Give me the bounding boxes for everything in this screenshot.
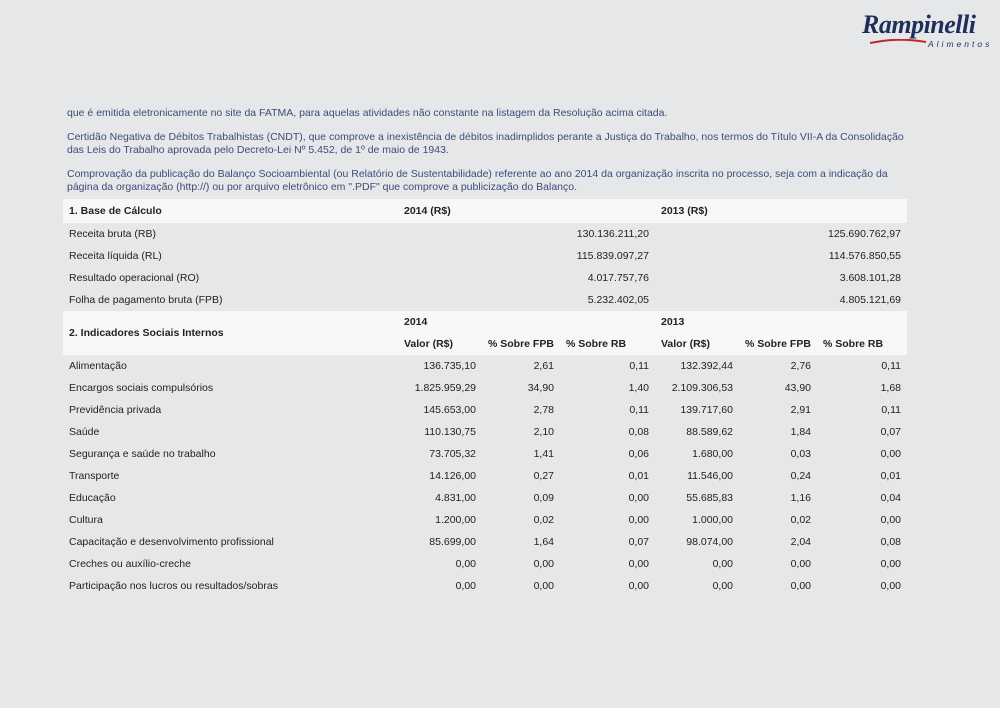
table-row xyxy=(63,267,907,289)
valor-2013: 98.074,00 xyxy=(686,536,733,548)
logo-subtitle: Alimentos xyxy=(928,39,993,49)
valor-2014: 145.653,00 xyxy=(423,404,476,416)
rb-2014: 0,06 xyxy=(628,448,649,460)
valor-2013: 1.000,00 xyxy=(692,514,733,526)
valor-2013: 0,00 xyxy=(712,558,733,570)
fpb-2014: 1,41 xyxy=(533,448,554,460)
indicators-body xyxy=(63,355,907,597)
valor-2013: 55.685,83 xyxy=(686,492,733,504)
logo-wordmark: Rampinelli xyxy=(862,10,976,39)
valor-2013: 88.589,62 xyxy=(686,426,733,438)
value-2013: 4.805.121,69 xyxy=(839,294,901,306)
indicators-year-2014: 2014 xyxy=(398,311,655,333)
table-row xyxy=(63,487,907,509)
table-row xyxy=(63,465,907,487)
table-row xyxy=(63,223,907,245)
row-label: Educação xyxy=(69,492,116,504)
rb-2014: 0,11 xyxy=(629,404,649,416)
rb-2013: 0,01 xyxy=(880,470,901,482)
value-2013: 125.690.762,97 xyxy=(828,228,901,240)
rb-2014: 0,00 xyxy=(628,514,649,526)
col-fpb-2014: % Sobre FPB xyxy=(482,333,560,355)
table-row xyxy=(63,355,907,377)
table-row xyxy=(63,575,907,597)
fpb-2013: 1,16 xyxy=(790,492,811,504)
valor-2014: 14.126,00 xyxy=(429,470,476,482)
valor-2013: 11.546,00 xyxy=(687,470,733,482)
paragraph-fatma: que é emitida eletronicamente no site da FATMA, para aquelas atividades não constante na listagem da Resolução acima citada. xyxy=(67,107,668,119)
row-label: Cultura xyxy=(69,514,103,526)
rb-2014: 0,08 xyxy=(628,426,649,438)
row-label: Saúde xyxy=(69,426,100,438)
fpb-2013: 0,00 xyxy=(790,558,811,570)
table-row xyxy=(63,289,907,311)
rb-2013: 0,04 xyxy=(880,492,901,504)
table-row xyxy=(63,443,907,465)
logo-swoosh-icon xyxy=(870,39,926,45)
table-row xyxy=(63,421,907,443)
valor-2013: 2.109.306,53 xyxy=(671,382,733,394)
fpb-2013: 0,24 xyxy=(790,470,811,482)
company-logo xyxy=(860,8,996,50)
fpb-2013: 2,91 xyxy=(790,404,811,416)
rb-2013: 1,68 xyxy=(880,382,901,394)
row-label: Segurança e saúde no trabalho xyxy=(69,448,216,460)
fpb-2013: 2,76 xyxy=(790,360,811,372)
value-2013: 114.576.850,55 xyxy=(828,250,901,262)
table-row xyxy=(63,377,907,399)
table-row xyxy=(63,509,907,531)
fpb-2013: 0,03 xyxy=(790,448,811,460)
base-title: 1. Base de Cálculo xyxy=(63,199,398,223)
fpb-2014: 0,27 xyxy=(533,470,554,482)
row-label: Previdência privada xyxy=(69,404,162,416)
row-label: Creches ou auxílio-creche xyxy=(69,558,191,570)
rb-2013: 0,00 xyxy=(880,558,901,570)
valor-2014: 110.130,75 xyxy=(424,426,476,438)
valor-2014: 136.735,10 xyxy=(423,360,476,372)
table-row xyxy=(63,553,907,575)
rb-2013: 0,11 xyxy=(881,360,901,372)
fpb-2013: 0,00 xyxy=(790,580,811,592)
fpb-2014: 0,09 xyxy=(533,492,554,504)
fpb-2014: 2,10 xyxy=(533,426,554,438)
rb-2014: 0,11 xyxy=(629,360,649,372)
row-label: Participação nos lucros ou resultados/sobras xyxy=(69,580,278,592)
fpb-2014: 2,61 xyxy=(533,360,554,372)
row-label: Transporte xyxy=(69,470,120,482)
col-valor-2014: Valor (R$) xyxy=(398,333,482,355)
col-rb-2013: % Sobre RB xyxy=(817,333,907,355)
valor-2013: 1.680,00 xyxy=(692,448,733,460)
valor-2014: 73.705,32 xyxy=(429,448,476,460)
value-2014: 5.232.402,05 xyxy=(587,294,649,306)
fpb-2013: 2,04 xyxy=(790,536,811,548)
rb-2013: 0,08 xyxy=(880,536,901,548)
indicators-year-2013: 2013 xyxy=(655,311,907,333)
paragraph-cndt: Certidão Negativa de Débitos Trabalhistas (CNDT), que comprove a inexistência de débitos inadimplidos perante a Justiça do Trabalho, nos termos do Título VII-A da Consolidação das Leis do Trabalho aprovada pelo Decreto-Lei Nº 5.452, de 1º de maio de 1943. xyxy=(67,131,904,156)
table-row xyxy=(63,531,907,553)
fpb-2013: 1,84 xyxy=(790,426,811,438)
row-label: Capacitação e desenvolvimento profissional xyxy=(69,536,274,548)
value-2014: 115.839.097,27 xyxy=(576,250,649,262)
fpb-2014: 2,78 xyxy=(533,404,554,416)
fpb-2013: 0,02 xyxy=(790,514,811,526)
fpb-2014: 1,64 xyxy=(533,536,554,548)
rb-2014: 0,01 xyxy=(628,470,649,482)
base-header-row xyxy=(63,199,907,223)
row-label: Receita líquida (RL) xyxy=(69,250,162,262)
fpb-2014: 0,00 xyxy=(533,558,554,570)
col-fpb-2013: % Sobre FPB xyxy=(739,333,817,355)
value-2014: 4.017.757,76 xyxy=(587,272,649,284)
fpb-2014: 0,00 xyxy=(533,580,554,592)
base-col-2014: 2014 (R$) xyxy=(398,199,655,223)
valor-2014: 0,00 xyxy=(455,580,476,592)
fpb-2014: 34,90 xyxy=(527,382,554,394)
row-label: Folha de pagamento bruta (FPB) xyxy=(69,294,223,306)
valor-2014: 0,00 xyxy=(455,558,476,570)
table-row xyxy=(63,399,907,421)
paragraph-balanco: Comprovação da publicação do Balanço Socioambiental (ou Relatório de Sustentabilidade) referente ao ano 2014 da organização inscrita no processo, seja com a indicação da página da organização (http://) ou por arquivo eletrônico em ".PDF" que comprove a publicização do Balanço. xyxy=(67,168,888,193)
rb-2014: 0,00 xyxy=(628,558,649,570)
row-label: Encargos sociais compulsórios xyxy=(69,382,214,394)
rb-2014: 1,40 xyxy=(628,382,649,394)
valor-2014: 4.831,00 xyxy=(435,492,476,504)
rb-2013: 0,00 xyxy=(880,448,901,460)
rb-2014: 0,00 xyxy=(628,580,649,592)
rb-2014: 0,07 xyxy=(628,536,649,548)
indicators-title: 2. Indicadores Sociais Internos xyxy=(63,311,398,355)
fpb-2014: 0,02 xyxy=(533,514,554,526)
valor-2013: 0,00 xyxy=(712,580,733,592)
indicators-year-row xyxy=(63,311,907,333)
rb-2014: 0,00 xyxy=(628,492,649,504)
valor-2014: 1.200,00 xyxy=(435,514,476,526)
valor-2013: 132.392,44 xyxy=(680,360,733,372)
rb-2013: 0,00 xyxy=(880,580,901,592)
valor-2014: 85.699,00 xyxy=(429,536,476,548)
table-row xyxy=(63,245,907,267)
row-label: Alimentação xyxy=(69,360,127,372)
col-valor-2013: Valor (R$) xyxy=(655,333,739,355)
row-label: Receita bruta (RB) xyxy=(69,228,156,240)
valor-2013: 139.717,60 xyxy=(680,404,733,416)
col-rb-2014: % Sobre RB xyxy=(560,333,655,355)
base-col-2013: 2013 (R$) xyxy=(655,199,907,223)
valor-2014: 1.825.959,29 xyxy=(414,382,476,394)
value-2014: 130.136.211,20 xyxy=(576,228,649,240)
social-balance-table xyxy=(63,199,907,597)
row-label: Resultado operacional (RO) xyxy=(69,272,200,284)
rb-2013: 0,00 xyxy=(880,514,901,526)
rb-2013: 0,07 xyxy=(880,426,901,438)
value-2013: 3.608.101,28 xyxy=(839,272,901,284)
fpb-2013: 43,90 xyxy=(784,382,811,394)
rb-2013: 0,11 xyxy=(881,404,901,416)
